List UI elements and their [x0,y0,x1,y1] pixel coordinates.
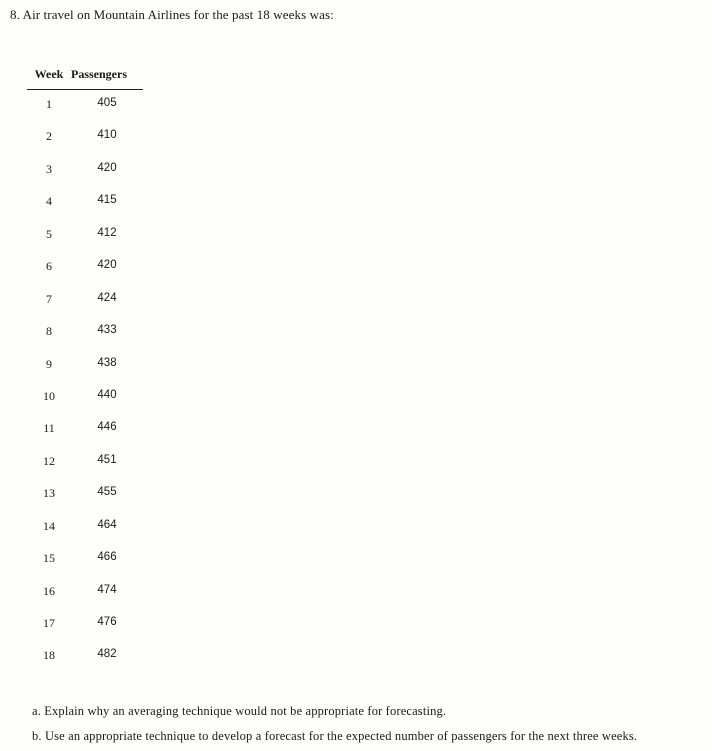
table-row [27,421,143,453]
week-cell: 2 [46,129,52,144]
passengers-column-header: Passengers [71,67,127,81]
passengers-cell: 405 [97,97,117,109]
table-row [27,519,143,551]
week-cell: 1 [46,97,52,111]
passengers-cell: 412 [97,226,117,239]
passengers-cell: 451 [97,453,117,466]
passengers-cell: 446 [97,421,117,434]
table-row [27,357,143,389]
week-cell: 3 [46,161,52,176]
table-row [27,389,143,421]
passengers-cell: 415 [97,194,117,207]
table-row [27,162,143,194]
table-row [27,259,143,291]
table-row [27,292,143,324]
passenger-table [27,60,143,681]
passengers-cell: 482 [97,648,117,661]
week-cell: 4 [46,194,52,209]
passengers-cell: 466 [97,551,117,564]
table-header [27,60,143,90]
passengers-cell: 420 [97,259,117,272]
week-column-header: Week [34,67,64,81]
week-cell: 16 [43,583,55,598]
passengers-cell: 424 [97,291,117,304]
table-body [27,97,143,681]
table-row [27,551,143,583]
table-row [27,648,143,680]
question-prompt: 8. Air travel on Mountain Airlines for the past 18 weeks was: [10,7,334,22]
week-cell: 17 [43,616,55,630]
table-row [27,454,143,486]
table-row [27,584,143,616]
table-row [27,486,143,518]
week-cell: 15 [43,551,55,566]
passengers-cell: 476 [97,616,117,628]
week-cell: 5 [46,226,52,241]
week-cell: 9 [46,356,52,371]
week-cell: 6 [46,259,52,274]
table-row [27,616,143,648]
week-cell: 7 [46,291,52,306]
question-part-b: b. Use an appropriate technique to develop a forecast for the expected number of passengers for the next three weeks. [32,729,638,743]
week-cell: 18 [43,648,55,663]
table-row [27,97,143,129]
passengers-cell: 438 [97,356,117,369]
passengers-cell: 474 [97,583,117,596]
passengers-cell: 464 [97,518,117,531]
table-row [27,194,143,226]
week-cell: 14 [43,518,55,533]
week-cell: 12 [43,453,55,468]
week-cell: 8 [46,324,52,339]
table-row [27,324,143,356]
table-row [27,227,143,259]
question-part-a: a. Explain why an averaging technique would not be appropriate for forecasting. [32,704,447,718]
week-cell: 10 [43,388,55,403]
passengers-cell: 420 [97,161,117,174]
week-cell: 11 [43,421,55,436]
passengers-cell: 410 [97,129,117,142]
passengers-cell: 440 [97,388,117,401]
passengers-cell: 433 [97,324,117,337]
table-row [27,129,143,161]
week-cell: 13 [43,486,55,501]
passengers-cell: 455 [97,486,117,499]
